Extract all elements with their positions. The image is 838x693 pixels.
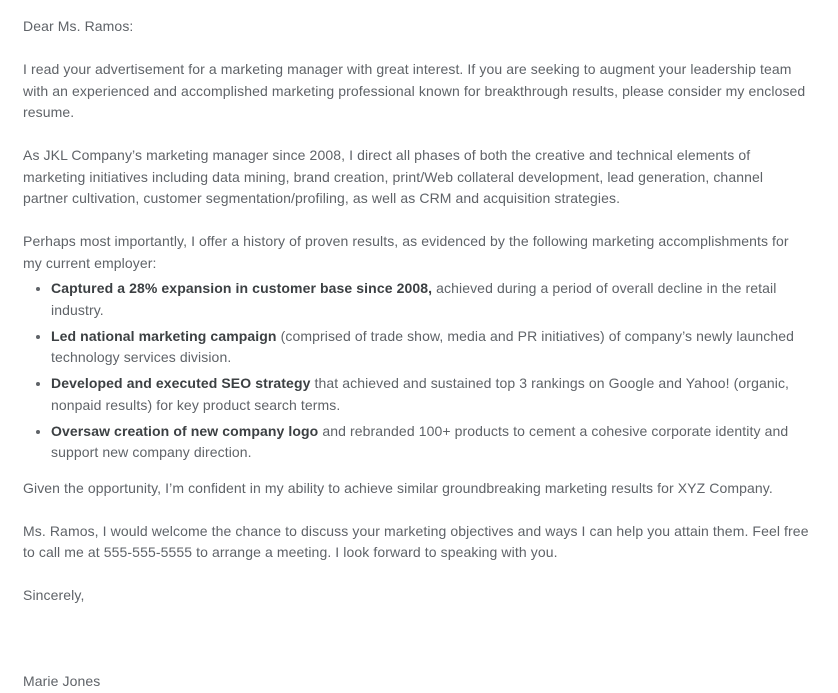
paragraph-confidence: Given the opportunity, I’m confident in my ability to achieve similar groundbreaking marketing results for XYZ Company. xyxy=(23,479,773,496)
bullet-bold-text: Developed and executed SEO strategy xyxy=(51,375,311,391)
list-item xyxy=(51,278,810,321)
bullet-bold-text: Led national marketing campaign xyxy=(51,327,277,344)
list-item xyxy=(51,373,810,416)
bullet-rest-text: achieved during a period of overall decline in the retail industry. xyxy=(51,280,777,318)
list-item xyxy=(51,421,810,464)
bullet-rest-text: that achieved and sustained top 3 rankings on Google and Yahoo! (organic, nonpaid results) for key product search terms. xyxy=(51,375,790,413)
salutation: Dear Ms. Ramos: xyxy=(23,18,134,34)
bullet-rest-text: (comprised of trade show, media and PR initiatives) of company’s newly launched technology services division. xyxy=(51,327,795,365)
bullet-bold-text: Oversaw creation of new company logo xyxy=(51,422,319,439)
signature-space xyxy=(23,607,810,672)
paragraph-intro: I read your advertisement for a marketing manager with great interest. If you are seeking to augment your leadership team with an experienced and accomplished marketing professional known for breakthrough results, please consider my enclosed resume. xyxy=(23,61,806,120)
paragraph-lead-in: Perhaps most importantly, I offer a history of proven results, as evidenced by the following marketing accomplishments for my current employer: xyxy=(23,233,789,271)
paragraph-role: As JKL Company’s marketing manager since 2008, I direct all phases of both the creative and technical elements of marketing initiatives including data mining, brand creation, print/Web collateral development, lead generation, channel partner cultivation, customer segmentation/profiling, as well as CRM and acquisition strategies. xyxy=(23,147,764,206)
closing: Sincerely, xyxy=(23,587,85,603)
signature-name: Marie Jones xyxy=(23,673,101,689)
accomplishments-list xyxy=(23,278,810,464)
bullet-rest-text: and rebranded 100+ products to cement a cohesive corporate identity and support new company direction. xyxy=(51,422,789,460)
bullet-bold-text: Captured a 28% expansion in customer base since 2008, xyxy=(51,280,433,296)
list-item xyxy=(51,326,810,369)
paragraph-call-to-action: Ms. Ramos, I would welcome the chance to discuss your marketing objectives and ways I can help you attain them. Feel free to call me at 555-555-5555 to arrange a meeting. I look forward to speaking with you. xyxy=(23,522,809,560)
